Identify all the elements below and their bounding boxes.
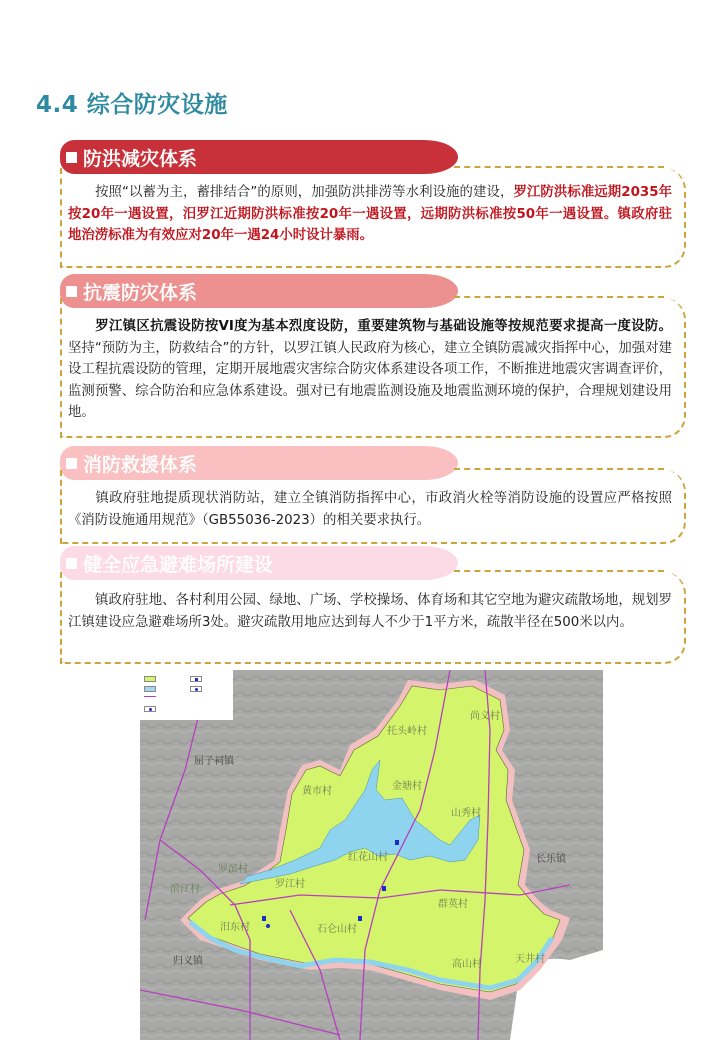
paragraph-text: 坚持“预防为主，防救结合”的方针，以罗江镇人民政府为核心，建立全镇防震减灾指挥中心，加强对建设工程抗震设防的管理，定期开展地震灾害综合防灾体系建设各项工作，不断推进地震灾害调查评价，监测预警、综合防治和应急体系建设。强对已有地震监测设施及地震监测环境的保护，合理规划建设用地。	[68, 340, 672, 420]
fire-station-icon	[190, 686, 202, 692]
legend-item	[144, 686, 159, 692]
section-title: 抗震防灾体系	[83, 281, 198, 304]
map-label-village: 滨江村	[170, 884, 200, 895]
section-paragraph	[68, 476, 672, 531]
blue-swatch-icon	[144, 686, 156, 692]
paragraph-bold: 罗江镇区抗震设防按VI度为基本烈度设防，重要建筑物与基础设施等按规范要求提高一度设防。	[95, 319, 672, 334]
disaster-prevention-map	[140, 670, 603, 1040]
map-label-village: 金塘村	[392, 781, 422, 792]
map-label-village: 石仑山村	[317, 924, 357, 935]
section-flood-control	[60, 140, 686, 268]
map-label-village: 山秀村	[451, 808, 481, 819]
section-paragraph	[68, 174, 672, 247]
map-label-village: 汨东村	[220, 922, 250, 933]
green-swatch-icon	[144, 676, 156, 682]
map-label-village: 罗滨村	[218, 864, 248, 875]
map-label-village: 群英村	[438, 899, 468, 910]
command-center-glyph	[149, 708, 152, 711]
section-title: 消防救援体系	[83, 453, 198, 476]
map-label-village: 托头岭村	[387, 726, 427, 737]
map-legend	[140, 670, 233, 720]
map-label-town: 归义镇	[173, 956, 203, 967]
map-label-village: 尚义村	[470, 711, 500, 722]
map-label-town: 长乐镇	[536, 854, 566, 865]
road-line-icon	[144, 696, 156, 697]
section-body	[60, 470, 686, 544]
section-paragraph	[68, 578, 672, 633]
section-body	[60, 298, 686, 438]
map-label-village: 天井村	[515, 954, 545, 965]
fire-station-glyph	[195, 688, 198, 691]
map-label-village: 红花山村	[348, 852, 388, 863]
shelter-icon	[190, 676, 202, 682]
section-paragraph	[68, 304, 672, 424]
square-bullet-icon	[66, 458, 77, 469]
square-bullet-icon	[66, 286, 77, 297]
square-bullet-icon	[66, 558, 77, 569]
section-earthquake	[60, 274, 686, 438]
section-body	[60, 168, 686, 268]
shelter-glyph	[195, 678, 198, 681]
section-fire-rescue	[60, 446, 686, 544]
map-label-village: 高山村	[452, 959, 482, 970]
page-title: 4.4 综合防灾设施	[36, 92, 228, 118]
paragraph-text: 镇政府驻地、各村利用公园、绿地、广场、学校操场、体育场和其它空地为避灾疏散场地，规划罗江镇建设应急避难场所3处。避灾疏散用地应达到每人不少于1平方米，疏散半径在500米以内。	[68, 593, 672, 630]
map-label-village: 黄市村	[302, 786, 332, 797]
paragraph-highlight: 罗江防洪标准远期2035年按20年一遇设置，汨罗江近期防洪标准按20年一遇设置，远期防洪标准按50年一遇设置。镇政府驻地治涝标准为有效应对20年一遇24小时设计暴雨。	[68, 185, 672, 243]
legend-item	[144, 696, 159, 697]
map-label-town: 屈子祠镇	[194, 756, 234, 767]
map-label-village: 罗江村	[275, 879, 305, 890]
legend-item	[144, 706, 159, 712]
paragraph-text: 按照“以蓄为主，蓄排结合”的原则，加强防洪排涝等水利设施的建设，	[95, 185, 514, 200]
section-emergency-shelter	[60, 546, 686, 664]
paragraph-text: 镇政府驻地提质现状消防站，建立全镇消防指挥中心，市政消火栓等消防设施的设置应严格按照《消防设施通用规范》（GB55036-2023）的相关要求执行。	[68, 491, 672, 528]
legend-item	[190, 676, 205, 682]
section-title: 健全应急避难场所建设	[83, 553, 274, 576]
section-title: 防洪减灾体系	[83, 147, 198, 170]
legend-item	[190, 686, 205, 692]
square-bullet-icon	[66, 152, 77, 163]
legend-item	[144, 676, 159, 682]
command-center-icon	[144, 706, 156, 712]
section-body	[60, 572, 686, 664]
